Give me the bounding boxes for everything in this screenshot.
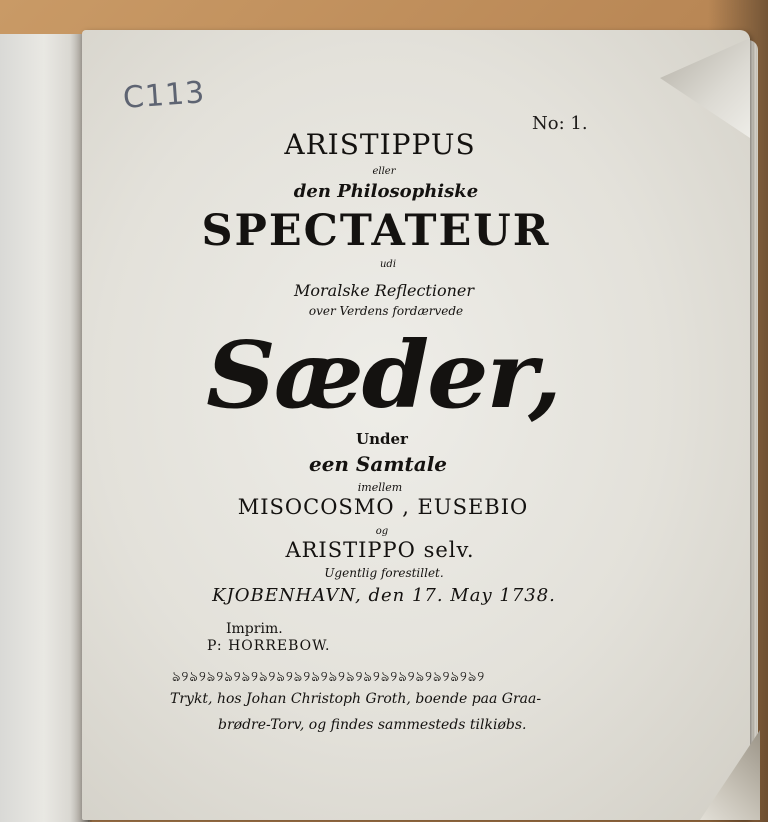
- issue-number: No: 1.: [532, 113, 588, 134]
- printer-imprint-line-2: brødre-Torv, og findes sammesteds tilkiøbs.: [218, 717, 527, 733]
- title-aristippus: ARISTIPPUS: [284, 128, 476, 161]
- ugentlig-forestillet: Ugentlig forestillet.: [324, 566, 444, 580]
- over-verdens-line: over Verdens fordærvede: [308, 304, 464, 318]
- word-imellem: imellem: [357, 481, 403, 494]
- big-word-saeder: Sæder,: [206, 321, 560, 429]
- aristippo-selv: ARISTIPPO selv.: [285, 538, 475, 562]
- moral-reflections-line: Moralske Reflectioner: [294, 281, 474, 300]
- een-samtale: een Samtale: [308, 452, 448, 476]
- word-under: Under: [356, 430, 408, 448]
- main-title-spectateur: SPECTATEUR: [201, 206, 551, 256]
- word-eller: eller: [372, 166, 396, 177]
- subtitle-philosophiske: den Philosophiske: [293, 181, 479, 202]
- imprimatur-label: Imprim.: [226, 621, 283, 637]
- word-udi: udi: [379, 259, 397, 270]
- character-names: MISOCOSMO , EUSEBIO: [237, 495, 529, 519]
- handwritten-shelfmark: C113: [121, 75, 207, 116]
- place-and-date: KJOBENHAVN, den 17. May 1738.: [212, 585, 556, 606]
- ornamental-rule: ঌ୨ঌ୨ঌ୨ঌ୨ঌ୨ঌ୨ঌ୨ঌ୨ঌ୨ঌ୨ঌ୨ঌ୨ঌ୨ঌ୨ঌ୨ঌ୨ঌ୨ঌ୨: [172, 669, 486, 681]
- censor-name: P: HORREBOW.: [207, 638, 331, 654]
- word-og: og: [375, 526, 389, 537]
- printer-imprint-line-1: Trykt, hos Johan Christoph Groth, boende paa Graa-: [170, 691, 542, 707]
